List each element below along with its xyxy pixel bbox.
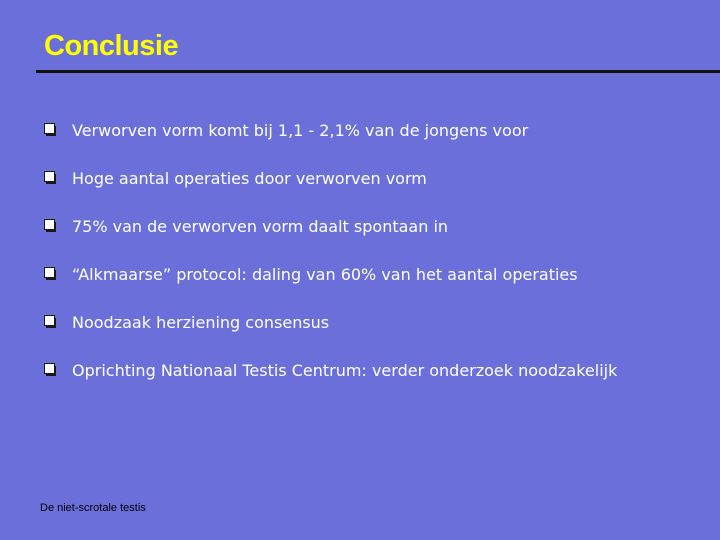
- list-item: [44, 262, 714, 286]
- list-item: [44, 118, 714, 142]
- bullet-text: Oprichting Nationaal Testis Centrum: verder onderzoek noodzakelijk: [72, 360, 618, 380]
- square-bullet-icon: [44, 267, 58, 281]
- bullet-text: Verworven vorm komt bij 1,1 - 2,1% van de jongens voor: [72, 120, 529, 140]
- slide-footer: De niet-scrotale testis: [40, 502, 146, 514]
- list-item: [44, 310, 714, 334]
- bullet-text: Hoge aantal operaties door verworven vorm: [72, 168, 427, 188]
- bullet-list: [44, 118, 714, 406]
- list-item: [44, 166, 714, 190]
- square-bullet-icon: [44, 171, 58, 185]
- list-item: [44, 358, 714, 382]
- square-bullet-icon: [44, 315, 58, 329]
- square-bullet-icon: [44, 219, 58, 233]
- square-bullet-icon: [44, 363, 58, 377]
- slide-title: Conclusie: [44, 30, 179, 62]
- bullet-text: 75% van de verworven vorm daalt spontaan in: [72, 216, 449, 236]
- list-item: [44, 214, 714, 238]
- square-bullet-icon: [44, 123, 58, 137]
- bullet-text: “Alkmaarse” protocol: daling van 60% van het aantal operaties: [72, 264, 578, 284]
- bullet-text: Noodzaak herziening consensus: [72, 312, 330, 332]
- title-divider: [36, 70, 720, 73]
